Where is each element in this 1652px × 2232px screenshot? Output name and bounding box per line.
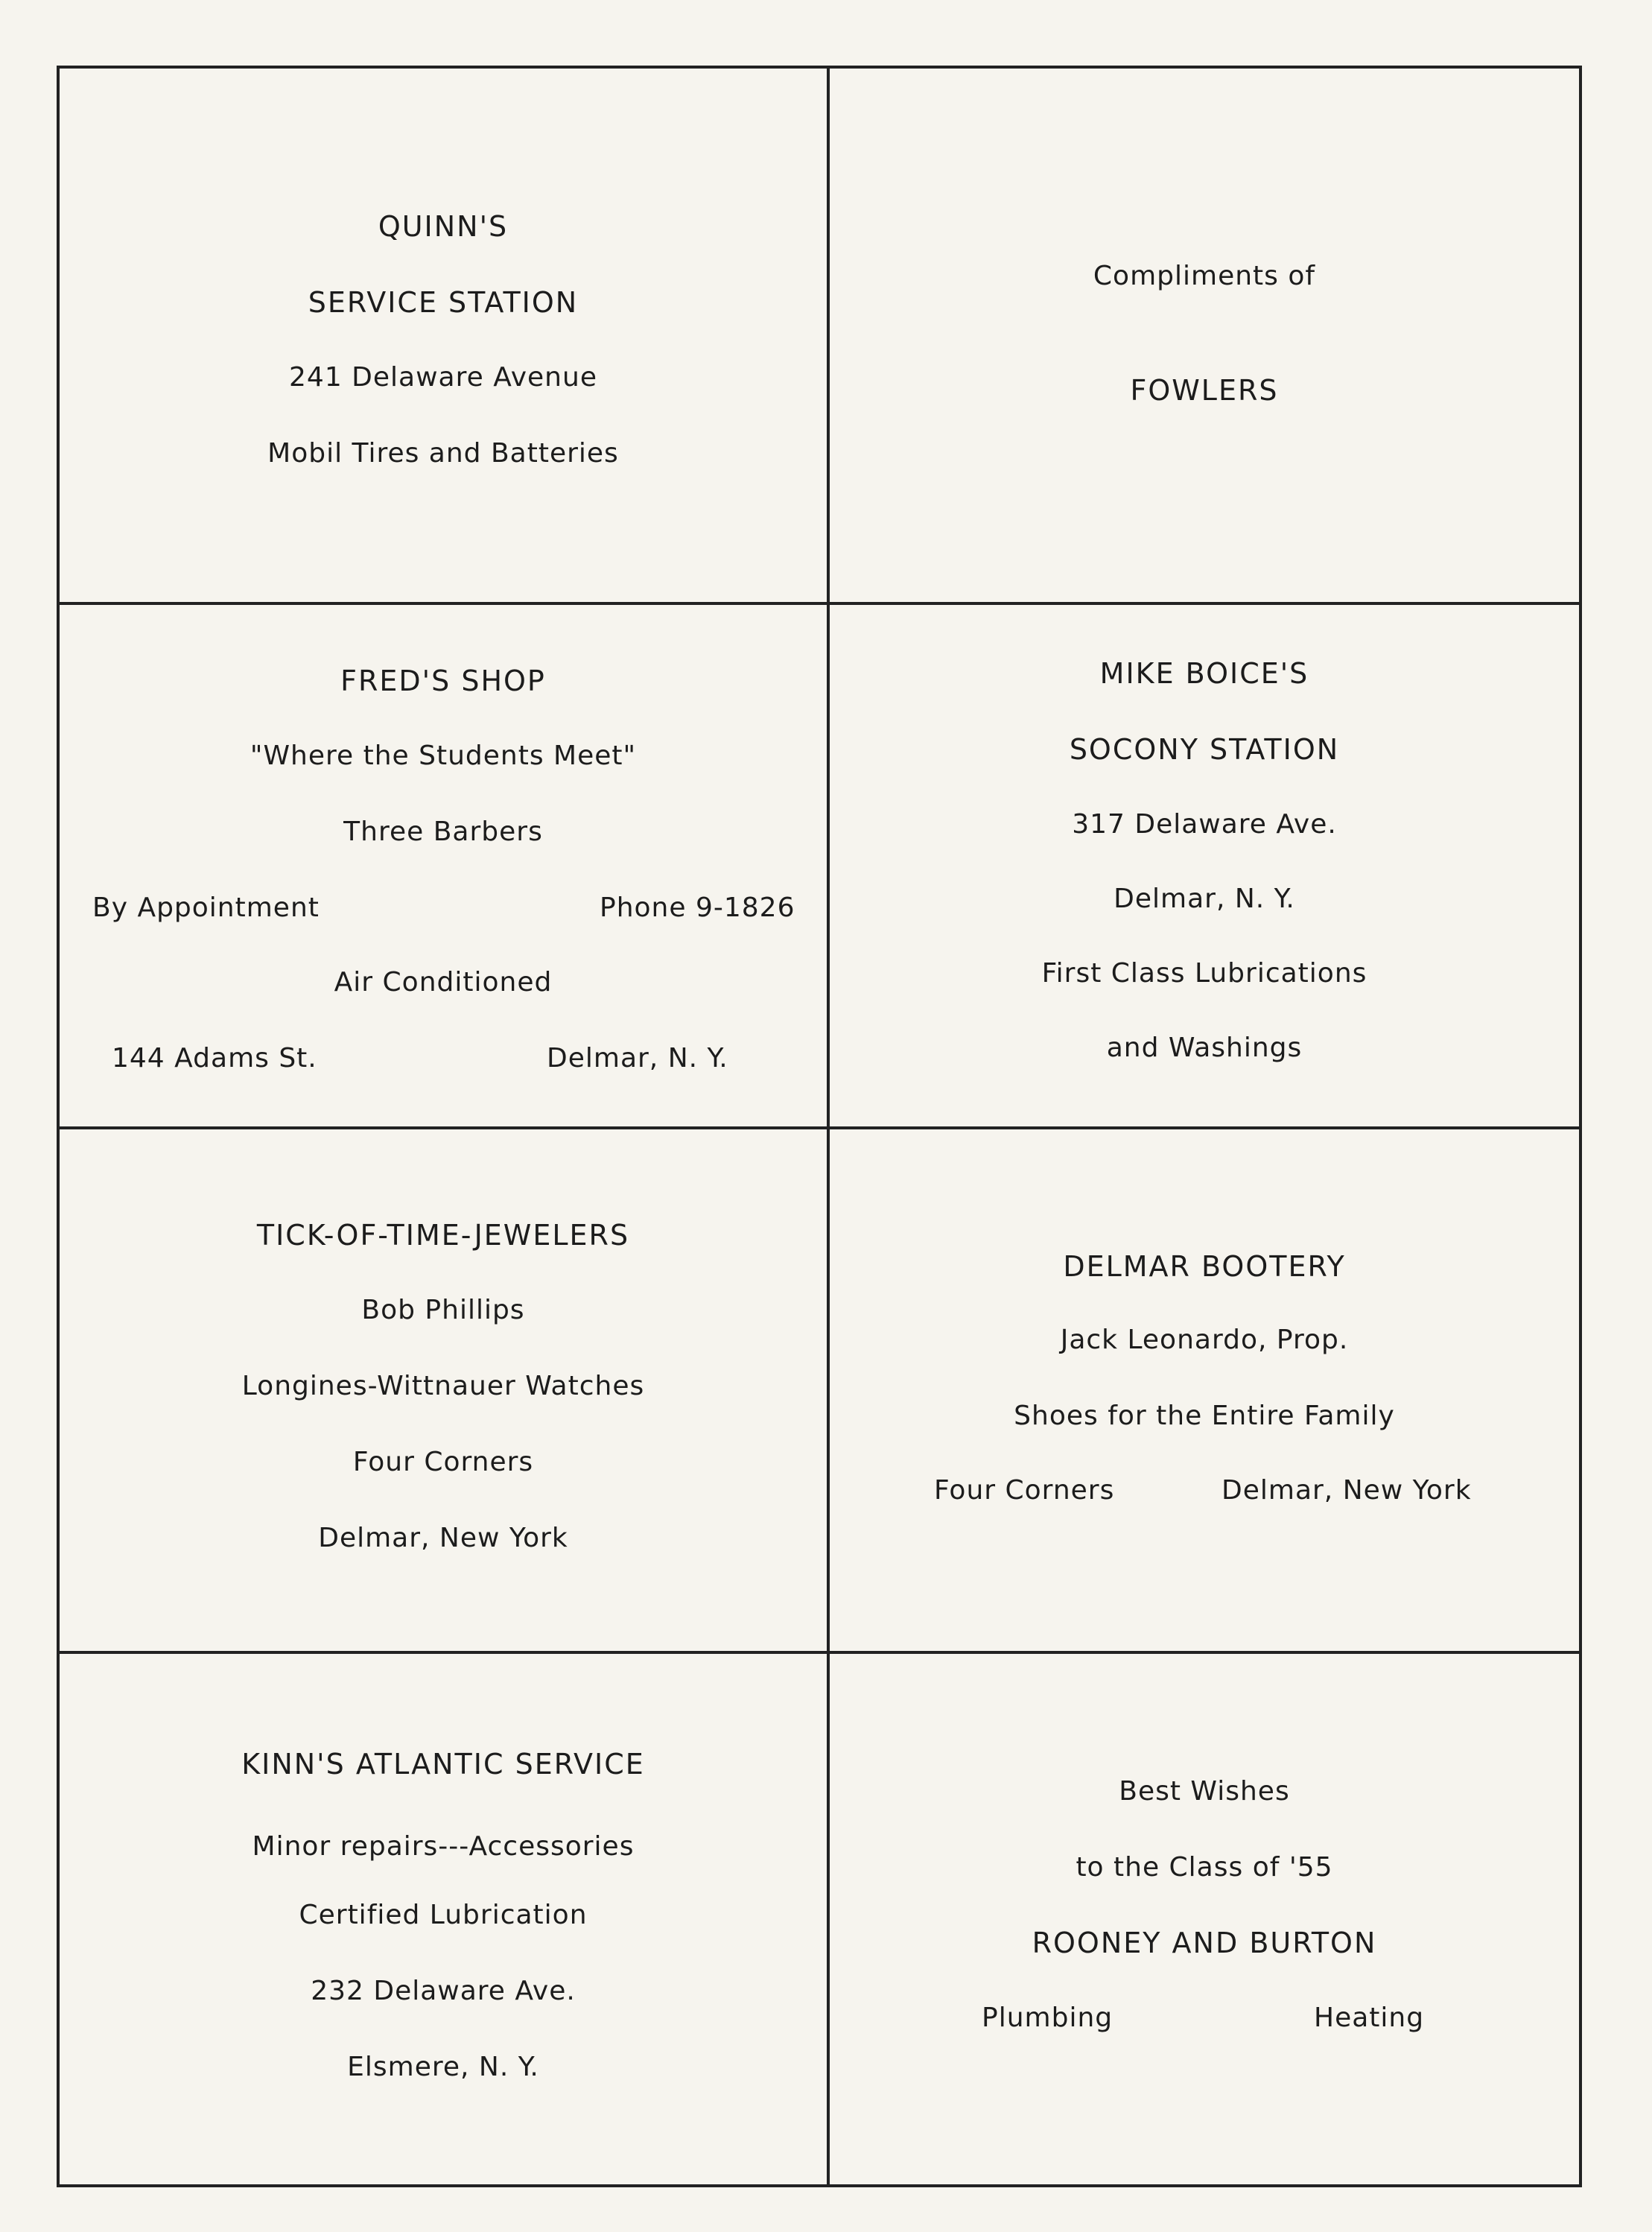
ad-title: MIKE BOICE'S: [1099, 657, 1309, 690]
ad-rooney-and-burton: [830, 1654, 1579, 2184]
ad-town: Delmar, New York: [318, 1523, 568, 1553]
ad-title: ROONEY AND BURTON: [1032, 1927, 1377, 1959]
ad-title: QUINN'S: [378, 210, 509, 243]
ad-greeting: Best Wishes: [1119, 1776, 1290, 1807]
ad-phone: Phone 9-1826: [600, 893, 795, 923]
ad-greeting: Compliments of: [1093, 261, 1316, 291]
ad-fowlers: [830, 69, 1579, 602]
ad-appointment: By Appointment: [92, 893, 320, 923]
ad-tick-of-time-jewelers: [60, 1129, 827, 1651]
ad-slogan: "Where the Students Meet": [250, 741, 637, 771]
ad-grid: [57, 66, 1582, 2187]
ad-title: TICK-OF-TIME-JEWELERS: [256, 1219, 630, 1252]
ad-service: First Class Lubrications: [1041, 958, 1367, 989]
ad-town: Delmar, N. Y.: [1113, 884, 1295, 914]
ad-town: Delmar, New York: [1221, 1475, 1472, 1506]
ad-service: Heating: [1314, 2003, 1425, 2033]
ad-lubrication: Certified Lubrication: [299, 1900, 588, 1930]
ad-owner: Bob Phillips: [361, 1295, 525, 1325]
ad-class: to the Class of '55: [1076, 1852, 1333, 1883]
ad-service: and Washings: [1106, 1033, 1303, 1063]
ad-air: Air Conditioned: [334, 967, 553, 998]
ad-address: 144 Adams St.: [112, 1043, 317, 1074]
ad-owner: Jack Leonardo, Prop.: [1060, 1325, 1349, 1355]
ad-products: Longines-Wittnauer Watches: [241, 1371, 645, 1401]
ad-freds-shop: [60, 605, 827, 1126]
ad-town: Elsmere, N. Y.: [347, 2052, 539, 2082]
ad-service: Plumbing: [982, 2003, 1113, 2033]
ad-title: DELMAR BOOTERY: [1063, 1250, 1346, 1283]
ad-location: Four Corners: [934, 1475, 1115, 1506]
ad-title: FRED'S SHOP: [340, 665, 546, 697]
ad-delmar-bootery: [830, 1129, 1579, 1651]
ad-title: FOWLERS: [1130, 374, 1279, 407]
ad-services: Minor repairs---Accessories: [252, 1831, 635, 1862]
ad-location: Four Corners: [352, 1447, 534, 1477]
ad-address: 232 Delaware Ave.: [311, 1976, 576, 2006]
ad-barbers: Three Barbers: [343, 817, 543, 847]
ad-address: 241 Delaware Avenue: [289, 362, 597, 393]
ad-quinns: [60, 69, 827, 602]
ad-subtitle: SERVICE STATION: [308, 286, 579, 319]
ad-town: Delmar, N. Y.: [547, 1043, 728, 1074]
ad-products: Shoes for the Entire Family: [1014, 1401, 1395, 1431]
ad-address: 317 Delaware Ave.: [1072, 809, 1337, 840]
ad-title: KINN'S ATLANTIC SERVICE: [241, 1748, 645, 1781]
ad-kinns-atlantic-service: [60, 1654, 827, 2184]
ad-products: Mobil Tires and Batteries: [267, 438, 619, 469]
ad-mike-boices: [830, 605, 1579, 1126]
ad-subtitle: SOCONY STATION: [1069, 733, 1340, 766]
